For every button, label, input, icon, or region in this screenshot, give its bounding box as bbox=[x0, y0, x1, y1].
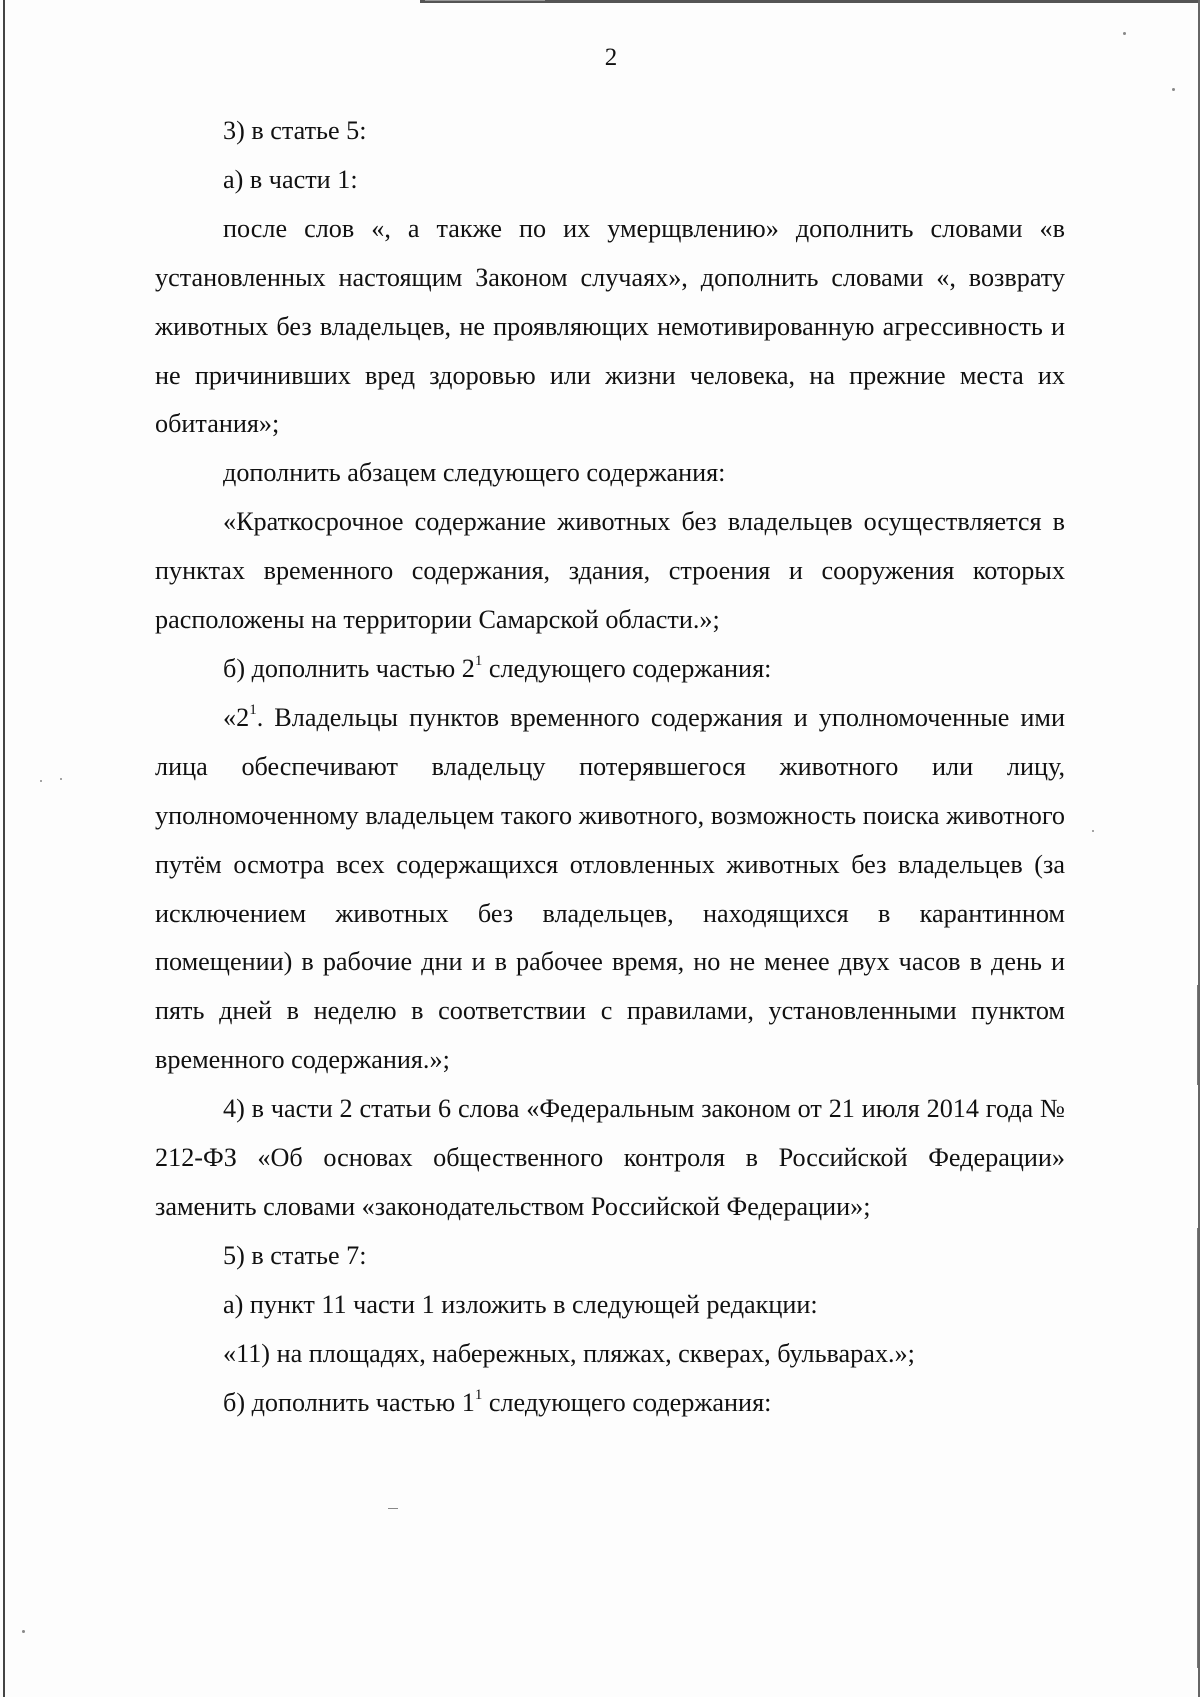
paragraph-item-11: а) пункт 11 части 1 изложить в следующей редакции: bbox=[223, 1289, 818, 1319]
paragraph-add-abzac: дополнить абзацем следующего содержания: bbox=[223, 458, 726, 488]
paragraph-article-7: 5) в статье 7: bbox=[223, 1240, 367, 1270]
page-number: 2 bbox=[604, 44, 618, 71]
text-fragment: . Владельцы пунктов временного содержания и уполномоченные ими лица обеспечивают владельцу потерявшегося животного или лицу, уполномоченному владельцем такого животного, возможность поиска животного путём осмотра всех содержащихся отловленных животных без владельцев (за исключением животных без владельцев, находящихся в карантинном помещении) в рабочие дни и в рабочее время, но не менее двух часов в день и пять дней в неделю в соответствии с правилами, установленными пунктом временного содержания.»; bbox=[155, 702, 1065, 1075]
scan-speck bbox=[22, 1630, 25, 1633]
scan-speck bbox=[1123, 32, 1126, 35]
scan-speck bbox=[1092, 830, 1094, 832]
paragraph-add-part-1-1 bbox=[155, 1379, 1065, 1428]
superscript: 1 bbox=[474, 653, 483, 670]
paragraph-part-1: а) в части 1: bbox=[223, 164, 358, 194]
scan-speck bbox=[60, 778, 62, 780]
scan-speck bbox=[40, 780, 42, 782]
paragraph-article-6: 4) в части 2 статьи 6 слова «Федеральным законом от 21 июля 2014 года № 212-ФЗ «Об основах общественного контроля в Российской Федерации» заменить словами «законодательством Российской Федерации»; bbox=[155, 1094, 1065, 1221]
paragraph-item-11-text: «11) на площадях, набережных, пляжах, скверах, бульварах.»; bbox=[223, 1338, 915, 1368]
scan-speck bbox=[388, 1508, 398, 1509]
scan-margin-mark bbox=[1197, 985, 1198, 1085]
paragraph-short-term-keeping: «Краткосрочное содержание животных без владельцев осуществляется в пунктах временного содержания, здания, строения и сооружения которых расположены на территории Самарской области.»; bbox=[155, 507, 1065, 635]
superscript: 1 bbox=[474, 1386, 483, 1403]
text-fragment: следующего содержания: bbox=[482, 1387, 772, 1417]
scan-edge-left bbox=[3, 0, 5, 1697]
document-body bbox=[155, 107, 1065, 1427]
paragraph-part-2-1-text bbox=[155, 694, 1065, 1085]
scan-margin-mark bbox=[1197, 1228, 1198, 1668]
superscript: 1 bbox=[249, 702, 257, 719]
paragraph-after-words: после слов «, а также по их умерщвлению» дополнить словами «в установленных настоящим Законом случаях», дополнить словами «, возврату животных без владельцев, не проявляющих немотивированную агрессивность и не причинивших вред здоровью или жизни человека, на прежние места их обитания»; bbox=[155, 213, 1065, 439]
text-fragment: «2 bbox=[223, 702, 250, 732]
paragraph-article-5: 3) в статье 5: bbox=[223, 116, 367, 145]
text-fragment: б) дополнить частью 2 bbox=[223, 653, 475, 683]
scan-speck bbox=[1172, 88, 1175, 91]
text-fragment: следующего содержания: bbox=[482, 653, 772, 683]
paragraph-add-part-2-1 bbox=[155, 645, 1065, 694]
scan-edge-top-thin bbox=[425, 0, 545, 1]
text-fragment: б) дополнить частью 1 bbox=[223, 1387, 475, 1417]
